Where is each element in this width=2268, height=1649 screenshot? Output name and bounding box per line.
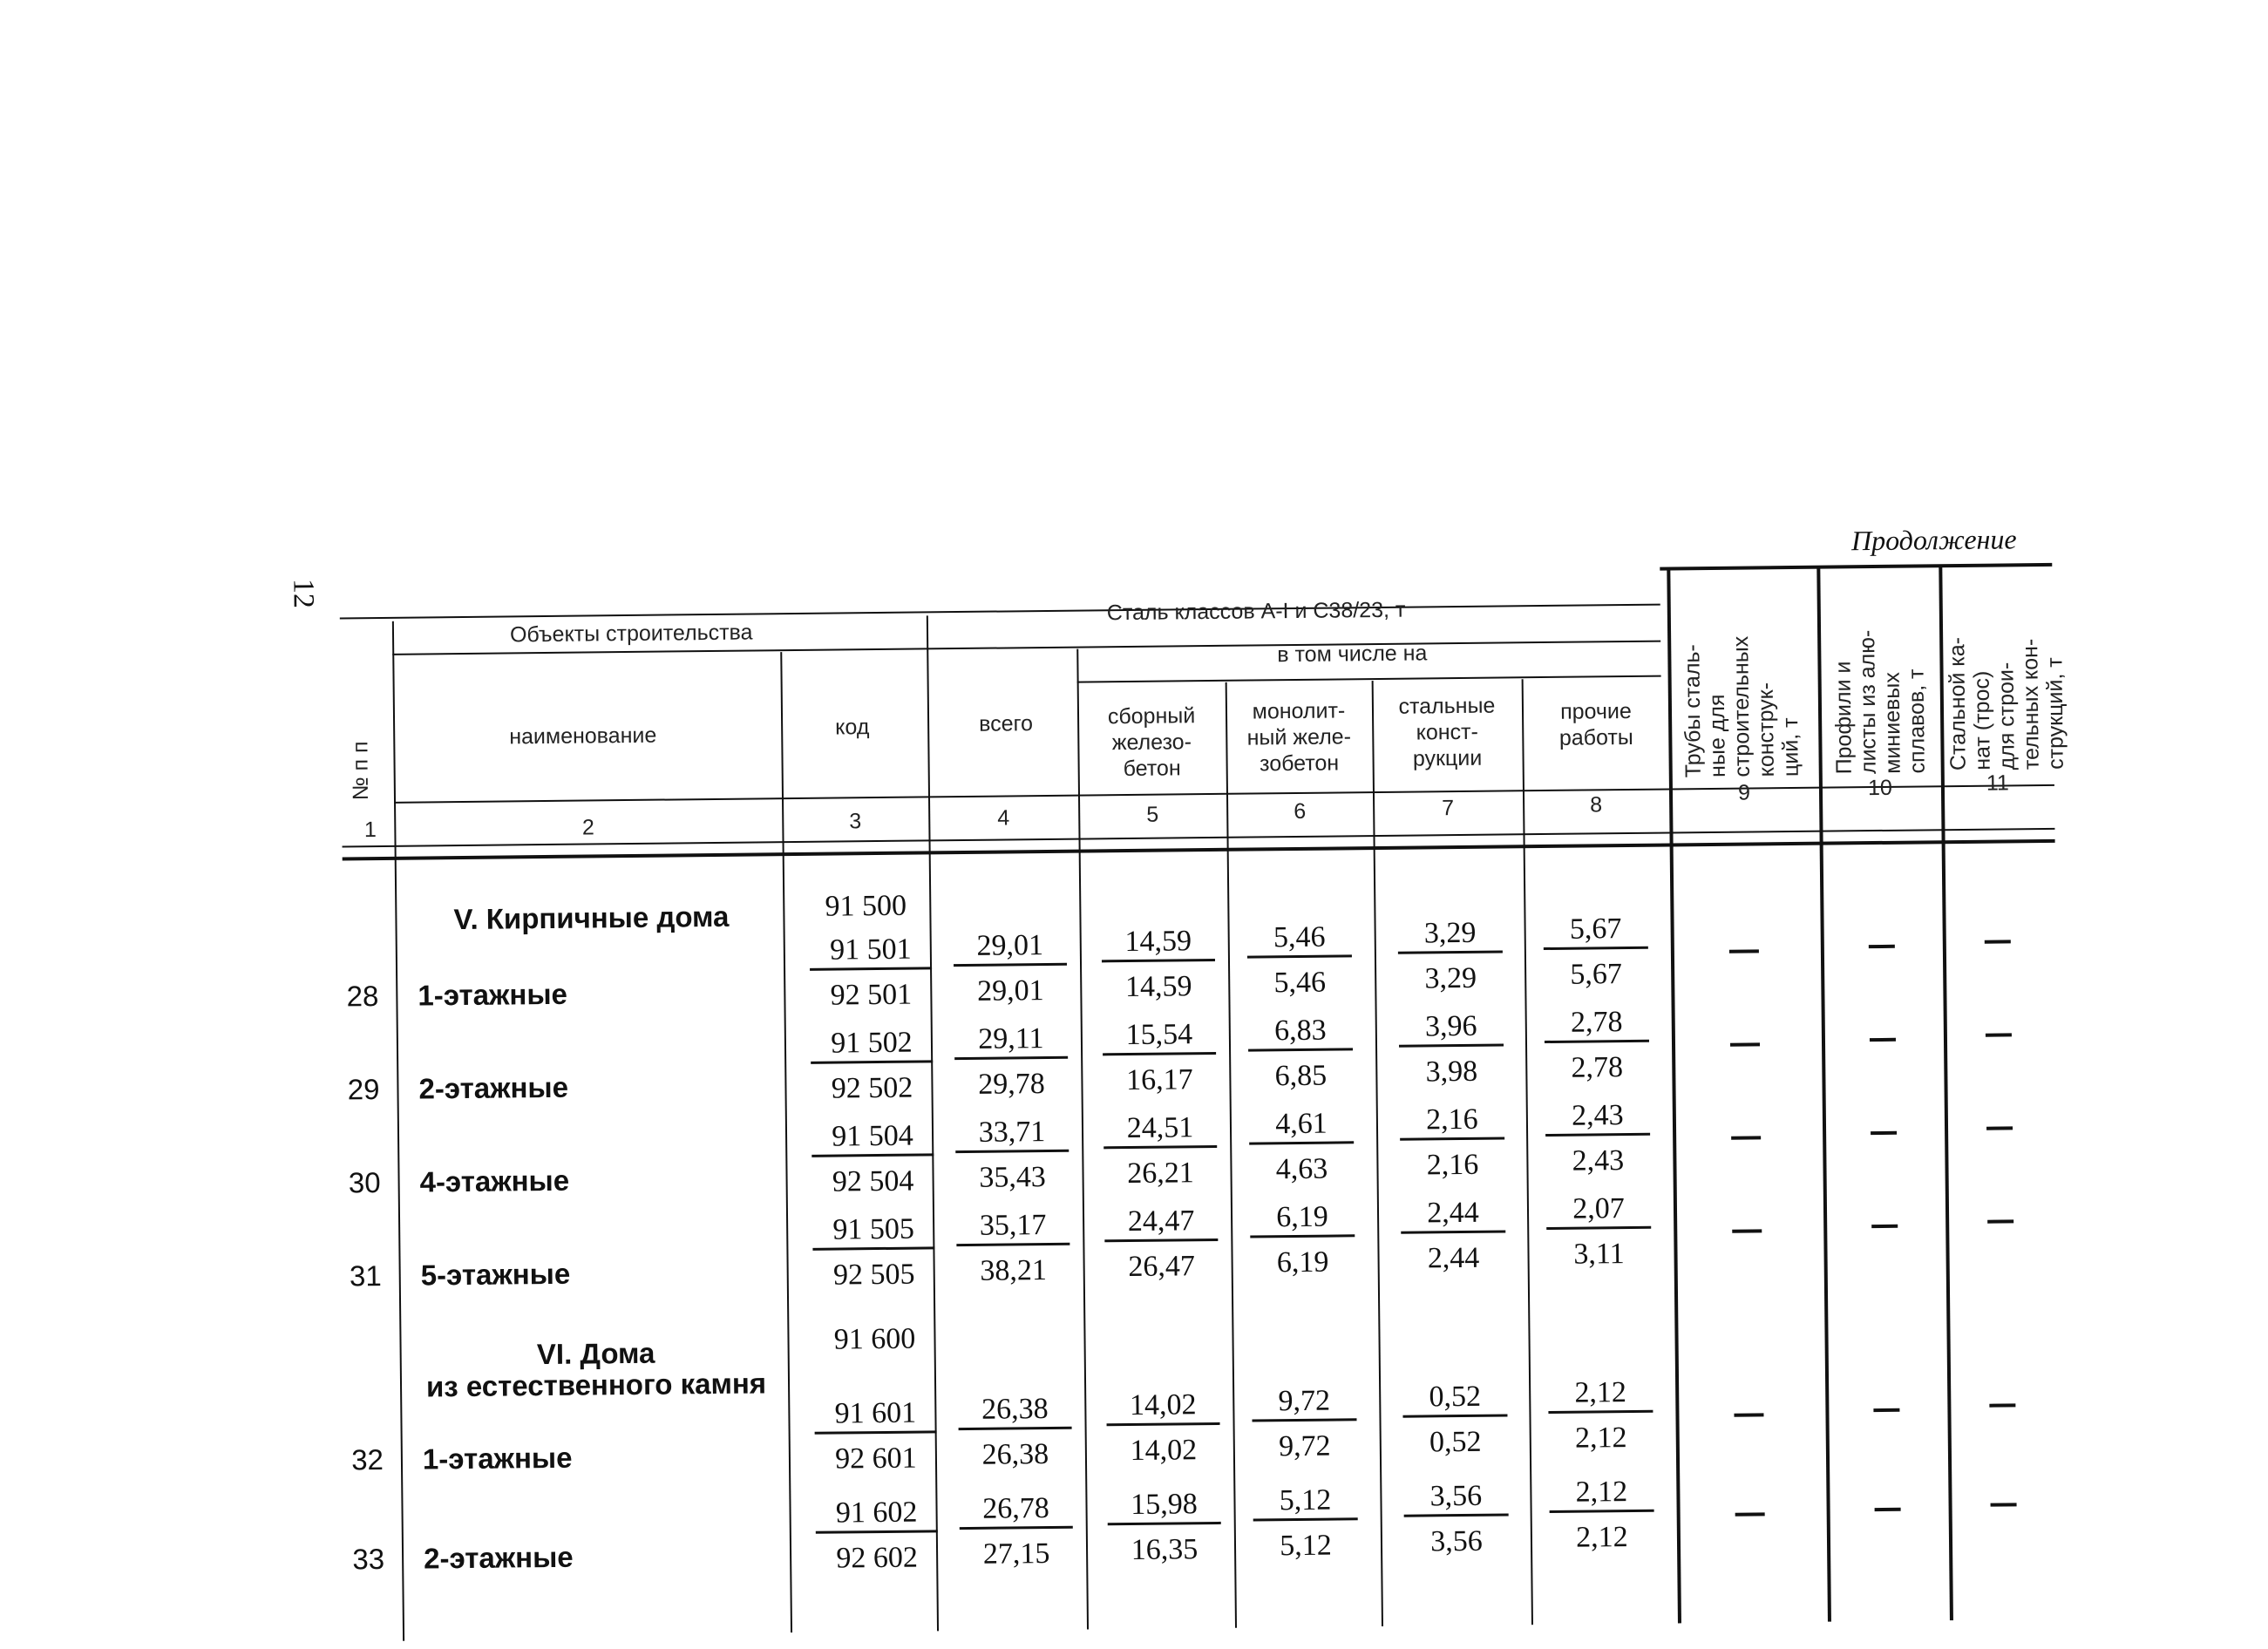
total-top-value: 35,17 <box>956 1208 1069 1246</box>
header-profiles-line: сплавов, т <box>1904 668 1930 774</box>
code-bottom: 92 601 <box>835 1442 917 1476</box>
profiles-dash <box>1873 1408 1899 1412</box>
header-rope-line: нат (трос) <box>1969 670 1995 770</box>
total-top-value: 33,71 <box>955 1115 1069 1153</box>
pipes-dash <box>1735 1512 1765 1516</box>
pipes-dash <box>1732 1229 1762 1232</box>
header-precast-line: железо- <box>1111 729 1192 756</box>
total-bottom-value: 27,15 <box>982 1537 1050 1571</box>
other-top-value: 2,43 <box>1545 1098 1650 1137</box>
col-number: 7 <box>1442 796 1455 821</box>
header-precast <box>1082 702 1222 783</box>
header-rope-line: Стальной ка- <box>1945 636 1971 771</box>
header-precast-line: сборный <box>1107 703 1196 729</box>
rope-dash <box>1986 1126 2013 1130</box>
pipes-dash <box>1730 1042 1760 1046</box>
steel-bottom-value: 2,16 <box>1426 1148 1479 1182</box>
profiles-dash <box>1869 945 1895 948</box>
total-top-value: 29,11 <box>954 1021 1068 1060</box>
precast-top-value: 24,51 <box>1103 1110 1217 1149</box>
continuation-label: Продолжение <box>1850 523 2017 557</box>
steel-top-value: 2,44 <box>1401 1195 1505 1233</box>
code-top: 91 501 <box>810 932 932 970</box>
rope-dash <box>1985 940 2011 943</box>
header-profiles-line: листы из алю- <box>1855 629 1881 775</box>
row-number: 31 <box>349 1259 382 1293</box>
precast-top-value: 14,59 <box>1102 924 1215 962</box>
mono-bottom-value: 4,63 <box>1275 1152 1328 1186</box>
other-top-value: 2,78 <box>1545 1005 1649 1043</box>
col-line-6 <box>1372 681 1383 1626</box>
header-rope-line: струкций, т <box>2042 657 2068 770</box>
code-bottom: 92 502 <box>831 1071 913 1105</box>
precast-top-value: 15,98 <box>1107 1487 1220 1525</box>
profiles-dash <box>1870 1038 1896 1042</box>
rope-dash <box>1987 1219 2013 1223</box>
other-top-value: 2,07 <box>1546 1191 1651 1230</box>
page-number: 12 <box>287 578 320 609</box>
mono-top-value: 5,12 <box>1253 1483 1357 1521</box>
header-name: наименование <box>509 723 657 750</box>
header-including: в том числе на <box>1277 641 1428 668</box>
other-top-value: 2,12 <box>1549 1475 1653 1513</box>
precast-top-value: 14,02 <box>1106 1388 1219 1426</box>
total-bottom-value: 35,43 <box>979 1161 1047 1194</box>
precast-bottom-value: 26,21 <box>1127 1157 1194 1191</box>
other-bottom-value: 2,12 <box>1574 1422 1627 1455</box>
row-name: 5-этажные <box>420 1257 571 1292</box>
col-number: 3 <box>849 809 862 834</box>
row-number: 28 <box>346 980 379 1013</box>
other-bottom-value: 2,43 <box>1572 1144 1625 1177</box>
steel-bottom-value: 3,56 <box>1430 1524 1483 1558</box>
col-number: 5 <box>1146 802 1159 827</box>
header-monolithic-line: монолит- <box>1252 698 1346 724</box>
total-bottom-value: 26,38 <box>981 1437 1049 1471</box>
precast-bottom-value: 16,35 <box>1131 1533 1199 1567</box>
total-bottom-value: 29,78 <box>978 1068 1045 1101</box>
col-number: 4 <box>997 805 1010 831</box>
header-other-works-line: работы <box>1558 724 1633 750</box>
rope-dash <box>1989 1403 2015 1407</box>
header-rope-line: тельных кон- <box>2018 638 2044 770</box>
other-bottom-value: 5,67 <box>1570 958 1623 991</box>
steel-bottom-value: 3,29 <box>1424 961 1477 995</box>
header-code: код <box>835 715 870 740</box>
profiles-dash <box>1871 1225 1898 1228</box>
header-steel-group: Сталь классов A-I и C38/23, т <box>1106 597 1406 626</box>
header-profiles-line: Профили и <box>1830 661 1857 775</box>
header-other-works <box>1526 698 1667 752</box>
section-title-line: из естественного камня <box>425 1367 767 1403</box>
precast-top-value: 15,54 <box>1103 1017 1216 1055</box>
mono-top-value: 6,83 <box>1248 1013 1353 1051</box>
code-bottom: 92 505 <box>832 1258 915 1292</box>
other-bottom-value: 3,11 <box>1573 1238 1625 1271</box>
header-pipes-line: ций, т <box>1778 717 1803 777</box>
header-steel-struct-line: рукции <box>1412 745 1483 771</box>
header-num-col: № п п <box>348 741 374 801</box>
code-bottom: 92 602 <box>836 1541 919 1575</box>
row-number: 33 <box>352 1542 385 1576</box>
steel-bottom-value: 0,52 <box>1429 1425 1482 1459</box>
total-bottom-value: 29,01 <box>976 974 1044 1008</box>
section-code: 91 500 <box>825 889 907 923</box>
total-bottom-value: 38,21 <box>980 1254 1048 1287</box>
steel-bottom-value: 2,44 <box>1427 1241 1480 1275</box>
col-line-9 <box>1816 567 1831 1622</box>
other-bottom-value: 2,78 <box>1571 1051 1624 1084</box>
header-steel-struct-line: стальные <box>1398 693 1496 719</box>
header-objects-group: Объекты строительства <box>509 620 753 648</box>
precast-bottom-value: 14,59 <box>1124 970 1192 1004</box>
row-name: 1-этажные <box>422 1441 573 1476</box>
col-line-7 <box>1522 679 1533 1625</box>
rope-dash <box>1991 1503 2017 1506</box>
pipes-dash <box>1731 1136 1761 1139</box>
precast-bottom-value: 16,17 <box>1125 1063 1193 1097</box>
other-top-value: 2,12 <box>1548 1375 1653 1414</box>
total-top-value: 26,78 <box>959 1491 1072 1530</box>
mono-top-value: 9,72 <box>1252 1383 1356 1422</box>
mono-top-value: 4,61 <box>1249 1106 1354 1144</box>
code-top: 91 601 <box>814 1395 936 1434</box>
mono-bottom-value: 6,19 <box>1276 1245 1329 1279</box>
code-bottom: 92 504 <box>832 1164 914 1198</box>
other-bottom-value: 2,12 <box>1575 1521 1628 1554</box>
header-pipes-line: Трубы сталь- <box>1680 644 1706 778</box>
header-subgroup-rule <box>1077 675 1661 683</box>
col-line-8 <box>1667 568 1681 1623</box>
pipes-dash <box>1729 949 1759 953</box>
header-pipes <box>1680 635 1803 777</box>
header-steel-struct-line: конст- <box>1416 719 1479 745</box>
header-steel-struct <box>1376 692 1518 772</box>
row-name: 4-этажные <box>419 1164 570 1198</box>
header-profiles-line: миниевых <box>1879 672 1905 774</box>
header-monolithic-line: ный желе- <box>1246 724 1352 750</box>
profiles-dash <box>1871 1131 1897 1135</box>
row-number: 32 <box>351 1442 384 1476</box>
col-number: 11 <box>1986 770 2010 796</box>
steel-top-value: 3,96 <box>1399 1009 1504 1048</box>
mono-bottom-value: 9,72 <box>1278 1429 1331 1463</box>
steel-bottom-value: 3,98 <box>1425 1055 1478 1089</box>
col-line-1 <box>392 621 404 1641</box>
col-number: 9 <box>1737 780 1751 805</box>
precast-bottom-value: 14,02 <box>1130 1434 1198 1468</box>
steel-top-value: 3,56 <box>1403 1478 1508 1517</box>
mono-top-value: 5,46 <box>1247 920 1352 958</box>
header-pipes-line: конструк- <box>1753 682 1779 777</box>
header-top-rule-right <box>1660 563 2052 571</box>
header-pipes-line: ные для <box>1704 694 1730 778</box>
header-profiles <box>1830 629 1930 775</box>
pipes-dash <box>1734 1413 1763 1416</box>
header-monolithic-line: зобетон <box>1259 750 1340 777</box>
precast-bottom-value: 26,47 <box>1128 1250 1196 1284</box>
section-title-line: VI. Дома <box>536 1336 655 1371</box>
section-title: V. Кирпичные дома <box>453 899 730 936</box>
header-total: всего <box>978 711 1034 736</box>
col-number: 8 <box>1590 792 1603 818</box>
header-precast-line: бетон <box>1123 756 1181 782</box>
row-name: 2-этажные <box>418 1070 569 1105</box>
header-top-rule <box>340 604 1660 620</box>
header-monolithic <box>1229 697 1369 777</box>
steel-top-value: 2,16 <box>1400 1102 1504 1140</box>
steel-top-value: 3,29 <box>1397 916 1502 954</box>
mono-bottom-value: 5,12 <box>1280 1529 1332 1563</box>
steel-top-value: 0,52 <box>1402 1379 1507 1417</box>
total-top-value: 29,01 <box>954 928 1067 967</box>
row-name: 2-этажные <box>423 1540 574 1575</box>
col-number: 10 <box>1867 775 1893 801</box>
code-top: 91 602 <box>815 1495 937 1533</box>
col-number: 6 <box>1294 798 1307 824</box>
header-rope <box>1945 636 2068 771</box>
col-number: 2 <box>581 815 594 840</box>
row-number: 29 <box>347 1073 380 1106</box>
row-name: 1-этажные <box>418 977 568 1012</box>
precast-top-value: 24,47 <box>1104 1204 1218 1242</box>
code-top: 91 502 <box>811 1025 933 1063</box>
code-top: 91 505 <box>812 1211 934 1250</box>
section-code: 91 600 <box>833 1322 916 1356</box>
other-top-value: 5,67 <box>1543 912 1647 950</box>
mono-bottom-value: 5,46 <box>1273 966 1327 1000</box>
row-number: 30 <box>348 1166 381 1199</box>
code-bottom: 92 501 <box>830 978 913 1012</box>
header-pipes-line: строительных <box>1728 635 1755 777</box>
total-top-value: 26,38 <box>958 1392 1071 1430</box>
profiles-dash <box>1875 1508 1901 1511</box>
header-rope-line: для строи- <box>1993 662 2020 770</box>
header-other-works-line: прочие <box>1560 698 1633 724</box>
mono-bottom-value: 6,85 <box>1274 1059 1328 1093</box>
section-title <box>404 1336 788 1403</box>
rope-dash <box>1986 1033 2012 1036</box>
code-top: 91 504 <box>811 1118 934 1157</box>
col-number: 1 <box>363 818 377 843</box>
mono-top-value: 6,19 <box>1250 1199 1355 1238</box>
